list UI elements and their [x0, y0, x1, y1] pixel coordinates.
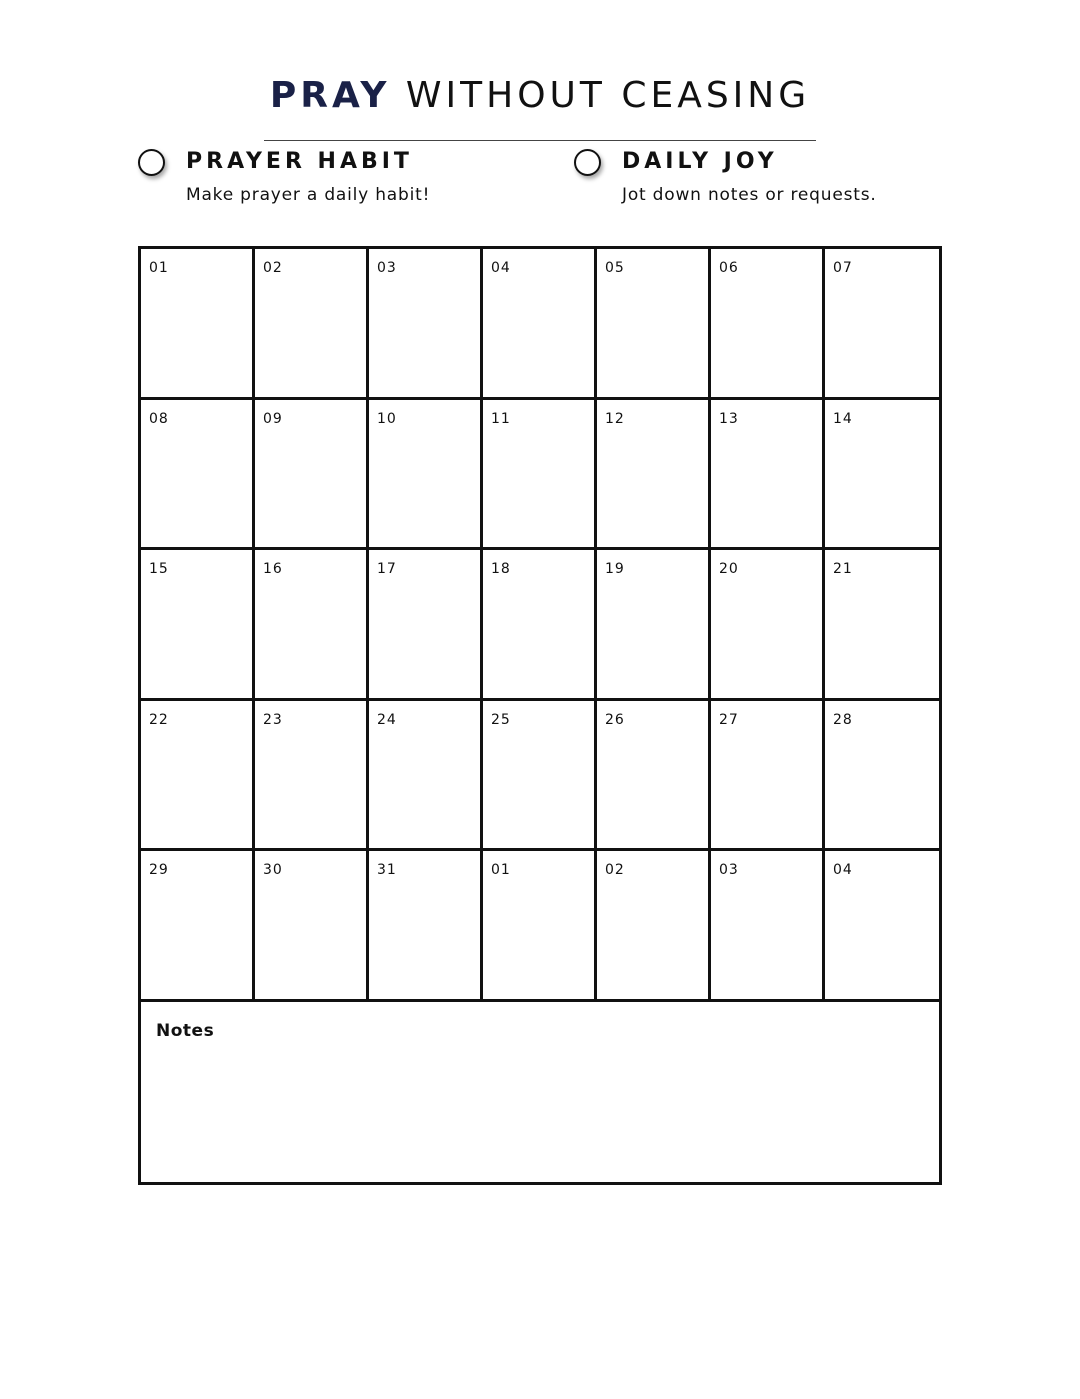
title-divider [264, 140, 816, 141]
day-cell[interactable] [141, 550, 255, 701]
day-cell[interactable] [711, 701, 825, 852]
day-number: 01 [149, 260, 169, 276]
day-cell[interactable] [255, 249, 369, 400]
day-cell[interactable] [483, 550, 597, 701]
day-cell[interactable] [825, 400, 939, 551]
day-cell[interactable] [141, 400, 255, 551]
day-number: 26 [605, 711, 625, 728]
day-number: 11 [491, 410, 511, 427]
day-number: 15 [149, 561, 169, 578]
notes-area[interactable] [141, 1002, 939, 1182]
day-cell[interactable] [369, 400, 483, 551]
day-number: 04 [833, 862, 853, 879]
day-cell[interactable] [711, 400, 825, 551]
day-number: 03 [377, 260, 397, 276]
day-cell[interactable] [597, 701, 711, 852]
day-number: 06 [719, 260, 739, 276]
day-cell[interactable] [369, 701, 483, 852]
calendar-days [141, 249, 939, 1002]
calendar-grid [138, 246, 942, 1185]
day-number: 30 [263, 862, 283, 879]
day-number: 21 [833, 561, 853, 578]
day-number: 29 [149, 862, 169, 879]
habit-subtitle: Jot down notes or requests. [622, 185, 877, 205]
day-cell[interactable] [255, 701, 369, 852]
day-cell[interactable] [597, 400, 711, 551]
day-cell[interactable] [825, 851, 939, 1002]
day-cell[interactable] [369, 550, 483, 701]
day-number: 09 [263, 410, 283, 427]
day-cell[interactable] [483, 701, 597, 852]
day-cell[interactable] [369, 249, 483, 400]
day-number: 02 [605, 862, 625, 879]
day-cell[interactable] [597, 851, 711, 1002]
day-number: 23 [263, 711, 283, 728]
day-cell[interactable] [597, 249, 711, 400]
day-number: 02 [263, 260, 283, 276]
day-number: 07 [833, 260, 853, 276]
daily-joy-checkbox[interactable] [574, 149, 601, 176]
day-number: 10 [377, 410, 397, 427]
day-number: 01 [491, 862, 511, 879]
day-number: 18 [491, 561, 511, 578]
day-number: 04 [491, 260, 511, 276]
day-number: 17 [377, 561, 397, 578]
day-cell[interactable] [141, 701, 255, 852]
habit-subtitle: Make prayer a daily habit! [186, 185, 431, 205]
title-rest: WITHOUT CEASING [405, 75, 811, 116]
day-number: 24 [377, 711, 397, 728]
day-cell[interactable] [483, 400, 597, 551]
day-cell[interactable] [711, 550, 825, 701]
day-cell[interactable] [483, 249, 597, 400]
day-number: 22 [149, 711, 169, 728]
day-number: 12 [605, 410, 625, 427]
day-cell[interactable] [711, 249, 825, 400]
day-number: 05 [605, 260, 625, 276]
day-number: 16 [263, 561, 283, 578]
day-cell[interactable] [141, 851, 255, 1002]
day-cell[interactable] [711, 851, 825, 1002]
habit-title: PRAYER HABIT [186, 149, 413, 174]
day-cell[interactable] [597, 550, 711, 701]
prayer-habit-checkbox[interactable] [138, 149, 165, 176]
notes-label: Notes [156, 1021, 215, 1041]
day-cell[interactable] [483, 851, 597, 1002]
day-number: 25 [491, 711, 511, 728]
day-cell[interactable] [825, 701, 939, 852]
day-number: 13 [719, 410, 739, 427]
day-number: 20 [719, 561, 739, 578]
day-cell[interactable] [255, 851, 369, 1002]
day-number: 31 [377, 862, 397, 879]
day-cell[interactable] [141, 249, 255, 400]
day-cell[interactable] [255, 400, 369, 551]
day-number: 03 [719, 862, 739, 879]
day-number: 19 [605, 561, 625, 578]
day-number: 27 [719, 711, 739, 728]
habit-title: DAILY JOY [622, 149, 778, 174]
day-cell[interactable] [825, 550, 939, 701]
day-number: 14 [833, 410, 853, 427]
day-cell[interactable] [369, 851, 483, 1002]
title-emphasis: PRAY [269, 75, 391, 116]
day-number: 28 [833, 711, 853, 728]
day-cell[interactable] [255, 550, 369, 701]
day-number: 08 [149, 410, 169, 427]
page-title [0, 72, 1080, 120]
day-cell[interactable] [825, 249, 939, 400]
